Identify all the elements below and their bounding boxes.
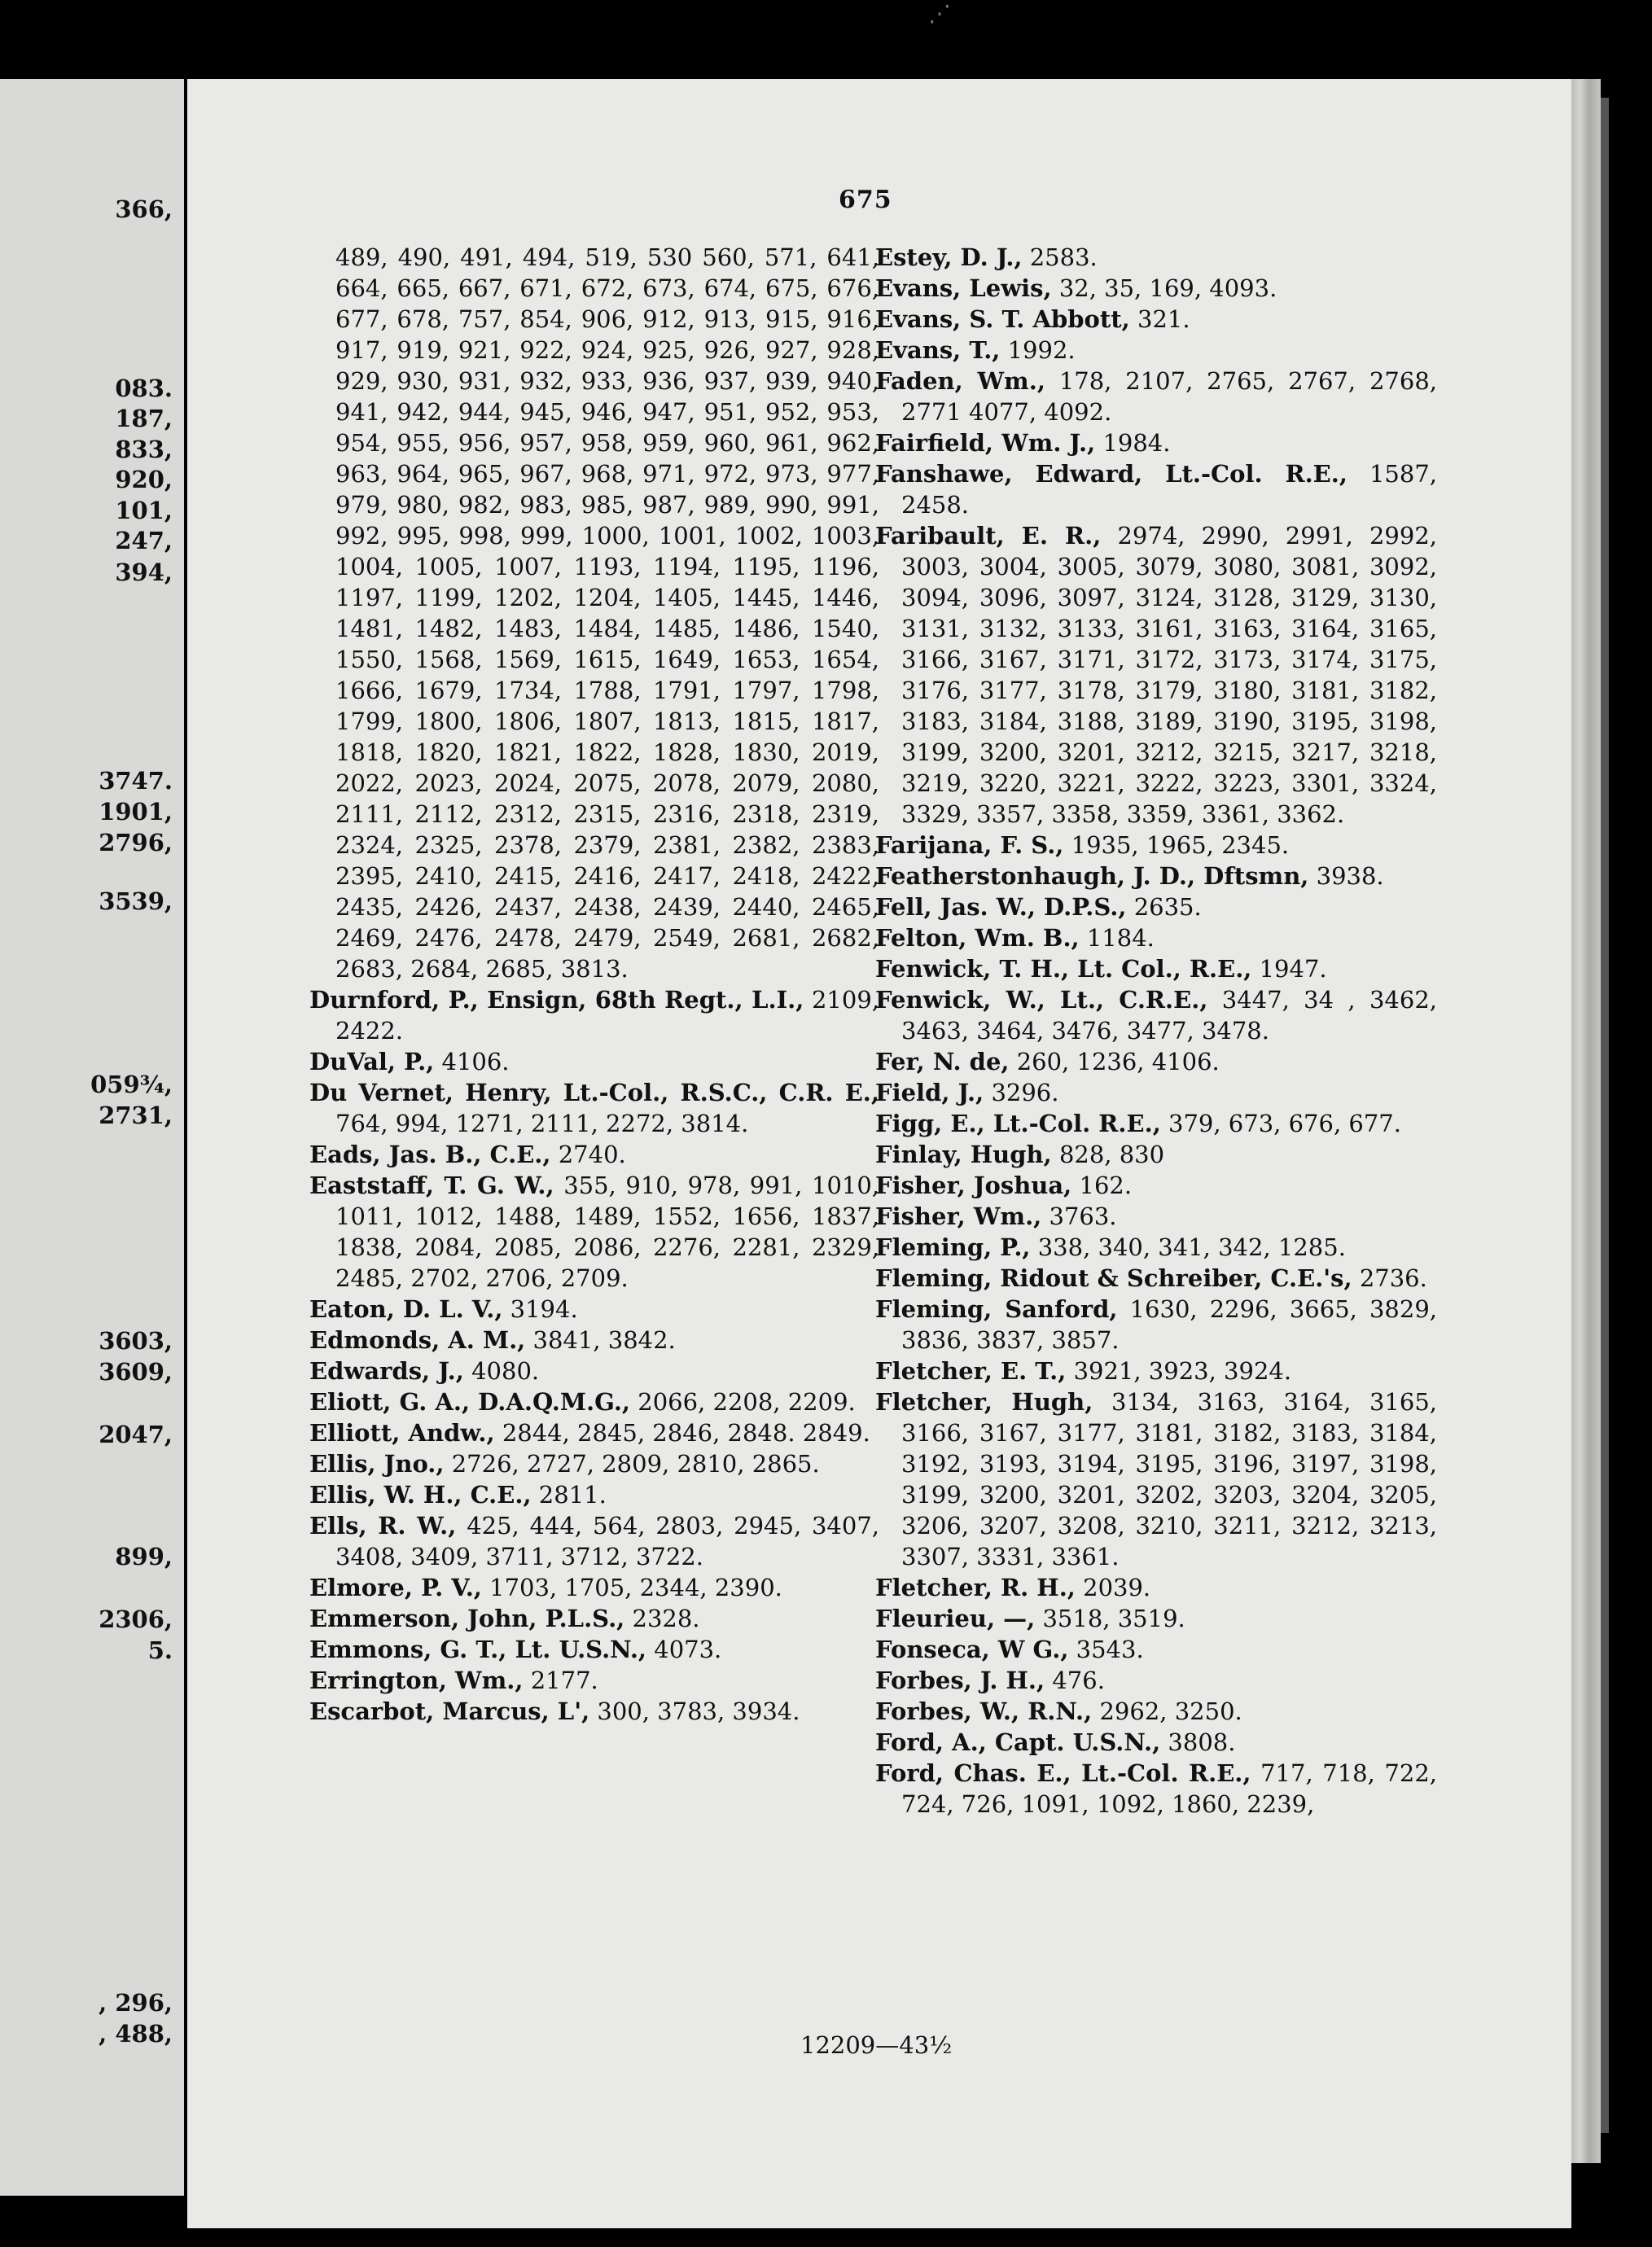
entry-references: 3296. [991, 1079, 1059, 1106]
index-entry [875, 1077, 1437, 1108]
previous-page-line: 366, [115, 195, 173, 223]
entry-references: 2844, 2845, 2846, 2848. 2849. [502, 1419, 870, 1447]
index-entry [309, 1510, 879, 1572]
index-page [187, 79, 1571, 2228]
index-entry [875, 1572, 1437, 1603]
entry-references: 260, 1236, 4106. [1016, 1048, 1220, 1075]
index-entry [875, 1386, 1437, 1572]
entry-references: 3134, 3163, 3164, 3165, 3166, 3167, 3177, 3181, 3182, 3183, 3184, 3192, 3193, 3194, 3195, 3196, 3197, 3198, 3199, 3200, 3201, 3202, 3203, 3204, 3205, 3206, 3207, 3208, 3210, 3211, 3212, 3213, 3307, 3331, 3361. [901, 1388, 1438, 1570]
entry-references: 3841, 3842. [532, 1326, 676, 1354]
entry-references: 4106. [441, 1048, 510, 1075]
entry-name: Eads, Jas. B., C.E., [309, 1141, 551, 1168]
entry-references: 178, 2107, 2765, 2767, 2768, 2771 4077, 4092. [901, 367, 1438, 426]
entry-references: 3194. [510, 1295, 578, 1323]
entry-name: Field, J., [875, 1079, 984, 1106]
previous-page-line: 2047, [99, 1421, 173, 1448]
entry-references: 3921, 3923, 3924. [1073, 1357, 1292, 1385]
entry-references: 489, 490, 491, 494, 519, 530 560, 571, 641, 664, 665, 667, 671, 672, 673, 674, 675, 676, 677, 678, 757, 854, 906, 912, 913, 915, 916, 917, 919, 921, 922, 924, 925, 926, 927, 928, 929, 930, 931, 932, 933, 936, 937, 939, 940, 941, 942, 944, 945, 946, 947, 951, 952, 953, 954, 955, 956, 957, 958, 959, 960, 961, 962, 963, 964, 965, 967, 968, 971, 972, 973, 977, 979, 980, 982, 983, 985, 987, 989, 990, 991, 992, 995, 998, 999, 1000, 1001, 1002, 1003, 1004, 1005, 1007, 1193, 1194, 1195, 1196, 1197, 1199, 1202, 1204, 1405, 1445, 1446, 1481, 1482, 1483, 1484, 1485, 1486, 1540, 1550, 1568, 1569, 1615, 1649, 1653, 1654, 1666, 1679, 1734, 1788, 1791, 1797, 1798, 1799, 1800, 1806, 1807, 1813, 1815, 1817, 1818, 1820, 1821, 1822, 1828, 1830, 2019, 2022, 2023, 2024, 2075, 2078, 2079, 2080, 2111, 2112, 2312, 2315, 2316, 2318, 2319, 2324, 2325, 2378, 2379, 2381, 2382, 2383, 2395, 2410, 2415, 2416, 2417, 2418, 2422, 2435, 2426, 2437, 2438, 2439, 2440, 2465, 2469, 2476, 2478, 2479, 2549, 2681, 2682, 2683, 2684, 2685, 3813. [335, 243, 879, 983]
index-entry [875, 1108, 1437, 1139]
entry-references: 1703, 1705, 2344, 2390. [489, 1574, 782, 1601]
entry-name: Fleming, Sanford, [875, 1295, 1118, 1323]
index-column-left [309, 242, 879, 1727]
index-entry [875, 1170, 1437, 1201]
page-edge [1571, 79, 1601, 2163]
index-entry [309, 1386, 879, 1417]
entry-name: Fleming, Ridout & Schreiber, C.E.'s, [875, 1264, 1352, 1292]
previous-page-line: 3609, [99, 1358, 173, 1386]
previous-page-line: 059¾, [90, 1071, 173, 1098]
entry-references: 1992. [1007, 336, 1076, 364]
entry-name: Errington, Wm., [309, 1667, 524, 1694]
entry-name: Eliott, G. A., D.A.Q.M.G., [309, 1388, 631, 1416]
entry-references: 2039. [1083, 1574, 1151, 1601]
entry-name: Emmons, G. T., Lt. U.S.N., [309, 1636, 647, 1663]
previous-page-line: , 296, [99, 1989, 173, 2017]
index-entry [875, 830, 1437, 861]
entry-references: 2974, 2990, 2991, 2992, 3003, 3004, 3005, 3079, 3080, 3081, 3092, 3094, 3096, 3097, 3124, 3128, 3129, 3130, 3131, 3132, 3133, 3161, 3163, 3164, 3165, 3166, 3167, 3171, 3172, 3173, 3174, 3175, 3176, 3177, 3178, 3179, 3180, 3181, 3182, 3183, 3184, 3188, 3189, 3190, 3195, 3198, 3199, 3200, 3201, 3212, 3215, 3217, 3218, 3219, 3220, 3221, 3222, 3223, 3301, 3324, 3329, 3357, 3358, 3359, 3361, 3362. [901, 522, 1438, 828]
index-entry [309, 242, 879, 984]
entry-references: 1184. [1086, 924, 1155, 952]
entry-references: 3938. [1316, 862, 1384, 890]
entry-references: 476. [1052, 1667, 1105, 1694]
previous-page-fragment [0, 79, 184, 2196]
entry-name: Elliott, Andw., [309, 1419, 495, 1447]
entry-name: Fisher, Joshua, [875, 1172, 1072, 1199]
entry-references: 2740. [558, 1141, 626, 1168]
entry-references: 425, 444, 564, 2803, 2945, 3407, 3408, 3409, 3711, 3712, 3722. [335, 1512, 879, 1570]
entry-name: Fletcher, R. H., [875, 1574, 1076, 1601]
entry-name: Durnford, P., Ensign, 68th Regt., L.I., [309, 986, 804, 1014]
index-entry [875, 304, 1437, 335]
entry-references: 3518, 3519. [1042, 1605, 1185, 1632]
index-entry [309, 1170, 879, 1294]
entry-name: Fletcher, Hugh, [875, 1388, 1093, 1416]
index-entry [875, 1758, 1437, 1820]
entry-references: 3543. [1076, 1636, 1144, 1663]
previous-page-line: 833, [115, 436, 173, 463]
entry-name: Edwards, J., [309, 1357, 464, 1385]
index-entry [875, 1232, 1437, 1263]
entry-name: Ells, R. W., [309, 1512, 457, 1540]
entry-name: Fenwick, T. H., Lt. Col., R.E., [875, 955, 1252, 983]
entry-name: Forbes, J. H., [875, 1667, 1045, 1694]
previous-page-line: 3539, [99, 887, 173, 915]
entry-references: 321. [1137, 305, 1190, 333]
index-entry [309, 1665, 879, 1696]
index-entry [875, 1603, 1437, 1634]
previous-page-line: 2731, [99, 1102, 173, 1129]
entry-references: 764, 994, 1271, 2111, 2272, 3814. [335, 1110, 749, 1137]
entry-name: Forbes, W., R.N., [875, 1697, 1093, 1725]
index-entry [875, 1263, 1437, 1294]
entry-references: 3808. [1168, 1728, 1236, 1756]
index-entry [309, 1417, 879, 1448]
entry-references: 1587, 2458. [901, 460, 1437, 519]
entry-name: Fanshawe, Edward, Lt.-Col. R.E., [875, 460, 1347, 488]
previous-page-line: 2796, [99, 829, 173, 856]
previous-page-line: , 488, [99, 2020, 173, 2048]
entry-name: Fairfield, Wm. J., [875, 429, 1096, 457]
entry-references: 162. [1079, 1172, 1133, 1199]
entry-name: Eaton, D. L. V., [309, 1295, 503, 1323]
previous-page-line: 2306, [99, 1605, 173, 1633]
entry-references: 2811. [538, 1481, 607, 1509]
index-entry [875, 242, 1437, 273]
entry-name: Emmerson, John, P.L.S., [309, 1605, 625, 1632]
scan-smudge: ⋰ [928, 0, 951, 27]
entry-references: 355, 910, 978, 991, 1010, 1011, 1012, 1488, 1489, 1552, 1656, 1837, 1838, 2084, 2085, 2086, 2276, 2281, 2329, 2485, 2702, 2706, 2709. [335, 1172, 880, 1292]
entry-name: Figg, E., Lt.-Col. R.E., [875, 1110, 1161, 1137]
index-column-right [875, 242, 1437, 1820]
entry-references: 1630, 2296, 3665, 3829, 3836, 3837, 3857. [901, 1295, 1438, 1354]
previous-page-line: 3747. [99, 767, 173, 795]
entry-references: 2066, 2208, 2209. [638, 1388, 856, 1416]
index-entry [309, 984, 879, 1046]
previous-page-line: 899, [115, 1543, 173, 1570]
entry-name: Ellis, Jno., [309, 1450, 445, 1478]
entry-references: 2962, 3250. [1099, 1697, 1242, 1725]
entry-name: Fonseca, W G., [875, 1636, 1069, 1663]
entry-name: Felton, Wm. B., [875, 924, 1080, 952]
index-entry [875, 891, 1437, 922]
entry-name: Ellis, W. H., C.E., [309, 1481, 532, 1509]
index-entry [875, 1294, 1437, 1356]
index-entry [875, 1727, 1437, 1758]
entry-name: Featherstonhaugh, J. D., Dftsmn, [875, 862, 1309, 890]
entry-name: Eaststaff, T. G. W., [309, 1172, 554, 1199]
entry-name: Du Vernet, Henry, Lt.-Col., R.S.C., C.R. E., [309, 1079, 879, 1106]
entry-references: 4080. [471, 1357, 540, 1385]
entry-name: DuVal, P., [309, 1048, 435, 1075]
entry-name: Escarbot, Marcus, L', [309, 1697, 590, 1725]
page-number: 675 [839, 186, 892, 214]
index-entry [309, 1603, 879, 1634]
entry-name: Ford, Chas. E., Lt.-Col. R.E., [875, 1759, 1251, 1787]
entry-name: Estey, D. J., [875, 243, 1023, 271]
index-entry [875, 1201, 1437, 1232]
previous-page-line: 101, [115, 497, 173, 524]
index-entry [875, 335, 1437, 366]
entry-name: Evans, T., [875, 336, 1001, 364]
entry-name: Fer, N. de, [875, 1048, 1010, 1075]
entry-references: 32, 35, 169, 4093. [1058, 274, 1277, 302]
entry-name: Edmonds, A. M., [309, 1326, 526, 1354]
previous-page-line: 1901, [99, 798, 173, 826]
index-entry [875, 366, 1437, 427]
previous-page-line: 3603, [99, 1327, 173, 1355]
index-entry [875, 427, 1437, 458]
index-entry [309, 1572, 879, 1603]
index-entry [309, 1294, 879, 1325]
index-entry [875, 953, 1437, 984]
previous-page-line: 5. [147, 1636, 173, 1664]
entry-name: Faribault, E. R., [875, 522, 1102, 550]
index-entry [309, 1356, 879, 1386]
index-entry [309, 1479, 879, 1510]
previous-page-line: 187, [115, 405, 173, 432]
entry-references: 4073. [654, 1636, 722, 1663]
entry-name: Evans, S. T. Abbott, [875, 305, 1130, 333]
entry-name: Finlay, Hugh, [875, 1141, 1052, 1168]
entry-references: 300, 3783, 3934. [597, 1697, 800, 1725]
page-edge-shadow [1601, 98, 1609, 2133]
index-entry [309, 1448, 879, 1479]
previous-page-line: 920, [115, 466, 173, 493]
index-entry [875, 861, 1437, 891]
index-entry [309, 1077, 879, 1139]
entry-references: 1935, 1965, 2345. [1071, 831, 1290, 859]
entry-references: 379, 673, 676, 677. [1168, 1110, 1401, 1137]
index-entry [309, 1696, 879, 1727]
entry-references: 2328. [632, 1605, 700, 1632]
entry-name: Elmore, P. V., [309, 1574, 482, 1601]
previous-page-line: 247, [115, 527, 173, 554]
previous-page-line: 394, [115, 558, 173, 586]
index-entry [309, 1325, 879, 1356]
index-entry [875, 520, 1437, 830]
entry-name: Fell, Jas. W., D.P.S., [875, 893, 1127, 921]
index-entry [875, 984, 1437, 1046]
entry-name: Fleurieu, —, [875, 1605, 1036, 1632]
entry-references: 717, 718, 722, 724, 726, 1091, 1092, 1860, 2239, [901, 1759, 1437, 1818]
entry-name: Evans, Lewis, [875, 274, 1052, 302]
entry-references: 2635. [1133, 893, 1202, 921]
entry-name: Ford, A., Capt. U.S.N., [875, 1728, 1161, 1756]
index-entry [875, 1634, 1437, 1665]
entry-name: Fenwick, W., Lt., C.R.E., [875, 986, 1208, 1014]
entry-references: 2726, 2727, 2809, 2810, 2865. [451, 1450, 820, 1478]
entry-name: Faden, Wm., [875, 367, 1045, 395]
index-entry [875, 1665, 1437, 1696]
entry-references: 1984. [1102, 429, 1171, 457]
entry-references: 828, 830 [1058, 1141, 1165, 1168]
entry-references: 1947. [1259, 955, 1327, 983]
entry-references: 2109, 2422. [335, 986, 880, 1045]
index-entry [309, 1634, 879, 1665]
previous-page-line: 083. [115, 374, 173, 402]
entry-references: 2177. [530, 1667, 598, 1694]
entry-references: 2583. [1029, 243, 1098, 271]
entry-name: Fisher, Wm., [875, 1202, 1042, 1230]
entry-name: Fleming, P., [875, 1233, 1031, 1261]
page-footer: 12209—43½ [800, 2031, 953, 2059]
index-entry [309, 1139, 879, 1170]
entry-name: Fletcher, E. T., [875, 1357, 1067, 1385]
index-entry [875, 458, 1437, 520]
index-entry [309, 1046, 879, 1077]
entry-references: 2736. [1359, 1264, 1427, 1292]
entry-references: 338, 340, 341, 342, 1285. [1037, 1233, 1346, 1261]
entry-name: Farijana, F. S., [875, 831, 1064, 859]
index-entry [875, 1696, 1437, 1727]
index-entry [875, 1139, 1437, 1170]
index-entry [875, 273, 1437, 304]
entry-references: 3447, 34 , 3462, 3463, 3464, 3476, 3477, 3478. [901, 986, 1438, 1045]
index-entry [875, 1046, 1437, 1077]
index-entry [875, 922, 1437, 953]
index-entry [875, 1356, 1437, 1386]
entry-references: 3763. [1049, 1202, 1117, 1230]
